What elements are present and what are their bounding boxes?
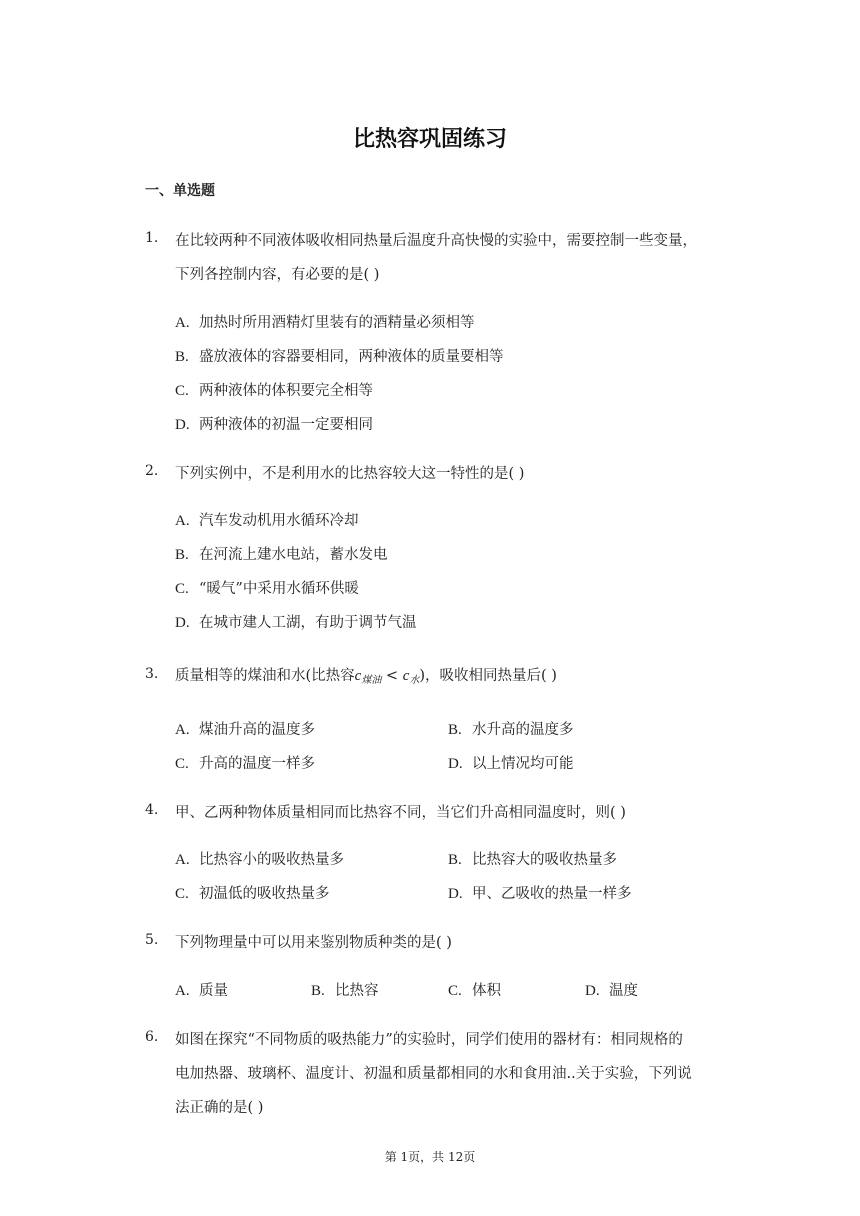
question-number-5: 5. (145, 932, 159, 948)
question-1-option-c (175, 379, 373, 400)
question-1-option-a (175, 311, 475, 332)
option-text: 汽车发动机用水循环冷却 (199, 513, 359, 529)
option-text: 加热时所用酒精灯里装有的酒精量必须相等 (199, 315, 475, 331)
option-letter: C. (448, 983, 462, 999)
option-text: 两种液体的体积要完全相等 (199, 383, 373, 399)
option-letter: B. (311, 983, 325, 999)
question-number-4: 4. (145, 802, 159, 818)
option-text: 甲、乙吸收的热量一样多 (472, 886, 632, 902)
question-4-option-b (448, 848, 617, 869)
question-4-option-c (175, 882, 330, 903)
question-number-2: 2. (145, 463, 159, 479)
option-letter: D. (448, 756, 463, 772)
question-2-option-b (175, 543, 388, 564)
subscript-kerosene: 煤油 (361, 675, 382, 686)
page-footer: 第 1页，共 12页 (384, 1150, 476, 1164)
option-text: 升高的温度一样多 (199, 756, 315, 772)
page-title: 比热容巩固练习 (352, 127, 507, 152)
option-text: 在城市建人工湖，有助于调节气温 (199, 615, 417, 631)
question-3-option-b (448, 718, 574, 739)
question-6-line-1: 如图在探究“不同物质的吸热能力”的实验时，同学们使用的器材有：相同规格的 (175, 1032, 683, 1048)
question-number-6: 6. (145, 1029, 159, 1045)
question-2-option-d (175, 611, 417, 632)
option-letter: B. (175, 349, 189, 365)
question-number-1: 1. (145, 230, 159, 246)
option-letter: A. (175, 722, 190, 738)
option-text: 质量 (199, 983, 228, 999)
option-text: 比热容小的吸收热量多 (199, 852, 344, 868)
question-4-option-a (175, 848, 344, 869)
option-letter: A. (175, 983, 190, 999)
option-text: 比热容大的吸收热量多 (472, 852, 617, 868)
option-letter: B. (448, 852, 462, 868)
option-letter: C. (175, 756, 189, 772)
option-text: 盛放液体的容器要相同，两种液体的质量要相等 (199, 349, 504, 365)
question-6-line-3: 法正确的是( ) (175, 1100, 264, 1116)
option-letter: B. (448, 722, 462, 738)
option-letter: A. (175, 852, 190, 868)
question-3-option-d (448, 752, 574, 773)
option-letter: D. (448, 886, 463, 902)
option-text: 以上情况均可能 (472, 756, 574, 772)
option-text: 煤油升高的温度多 (199, 722, 315, 738)
question-5-option-c (448, 979, 501, 1000)
option-text: 在河流上建水电站，蓄水发电 (199, 547, 388, 563)
option-letter: C. (175, 383, 189, 399)
section-heading: 一、单选题 (145, 183, 215, 199)
question-1-line-2: 下列各控制内容，有必要的是( ) (175, 267, 380, 283)
question-1-option-d (175, 413, 373, 434)
option-text: 比热容 (335, 983, 379, 999)
option-text: “暖气”中采用水循环供暖 (199, 581, 359, 597)
option-text: 水升高的温度多 (472, 722, 574, 738)
question-5-option-d (585, 979, 638, 1000)
question-1-line-1: 在比较两种不同液体吸收相同热量后温度升高快慢的实验中，需要控制一些变量， (175, 233, 697, 249)
question-5-option-a (175, 979, 228, 1000)
question-5-option-b (311, 979, 379, 1000)
question-4-line-1: 甲、乙两种物体质量相同而比热容不同，当它们升高相同温度时，则( ) (175, 805, 626, 821)
question-2-option-a (175, 509, 359, 530)
option-text: 两种液体的初温一定要相同 (199, 417, 373, 433)
subscript-water: 水 (409, 675, 420, 686)
question-3-post: )，吸收相同热量后( ) (419, 668, 557, 684)
question-5-line-1: 下列物理量中可以用来鉴别物质种类的是( ) (175, 935, 452, 951)
option-letter: D. (585, 983, 600, 999)
less-than: < (381, 668, 403, 684)
question-3-option-a (175, 718, 315, 739)
question-3-pre: 质量相等的煤油和水(比热容 (175, 668, 355, 684)
option-letter: B. (175, 547, 189, 563)
option-letter: D. (175, 615, 190, 631)
symbol-c: c (402, 668, 410, 684)
question-4-option-d (448, 882, 632, 903)
symbol-c: c (354, 668, 362, 684)
option-letter: A. (175, 513, 190, 529)
option-letter: A. (175, 315, 190, 331)
question-1-option-b (175, 345, 504, 366)
question-3-option-c (175, 752, 315, 773)
option-letter: C. (175, 886, 189, 902)
option-letter: C. (175, 581, 189, 597)
option-text: 体积 (472, 983, 501, 999)
option-text: 温度 (609, 983, 638, 999)
option-text: 初温低的吸收热量多 (199, 886, 330, 902)
option-letter: D. (175, 417, 190, 433)
question-number-3: 3. (145, 666, 159, 682)
question-2-line-1: 下列实例中，不是利用水的比热容较大这一特性的是( ) (175, 466, 525, 482)
question-3-line-1 (175, 664, 557, 686)
question-6-line-2: 电加热器、玻璃杯、温度计、初温和质量都相同的水和食用油..关于实验，下列说 (175, 1066, 692, 1082)
question-2-option-c (175, 577, 359, 598)
